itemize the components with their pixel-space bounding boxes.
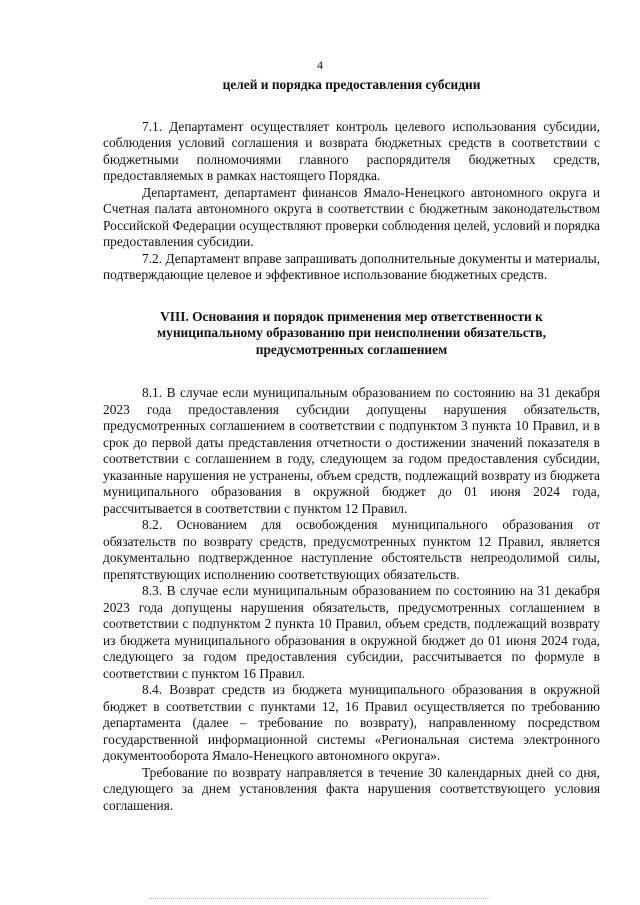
paragraph-8-2: 8.2. Основанием для освобождения муниципального образования от обязательств по возврату средств, предусмотренных пунктом 12 Правил, является документально подтвержденное наступление обстоятельств непреодолимой силы, препятствующих исполнению соответствующих обязательств. xyxy=(103,517,600,582)
paragraph-8-4: 8.4. Возврат средств из бюджета муниципального образования в окружной бюджет в соответствии с пунктами 12, 16 Правил осуществляется по требованию департамента (далее – требование по возврату), направленному посредством государственной информационной системы «Региональная система электронного документооборота Ямало-Ненецкого автономного округа». xyxy=(103,682,600,763)
section-title-line: муниципальному образованию при неисполнении обязательств, xyxy=(157,325,546,340)
paragraph-8-1: 8.1. В случае если муниципальным образованием по состоянию на 31 декабря 2023 года предоставления субсидии допущены нарушения обязательств, предусмотренных соглашением в соответствии с подпунктом 3 пункта 10 Правил, и в срок до первой даты представления отчетности о достижении значений показателя в соответствии с соглашением в году, следующем за годом предоставления субсидии, указанные нарушения не устранены, объем средств, подлежащий возврату из бюджета муниципального образования в окружной бюджет до 01 июня 2024 года, рассчитывается в соответствии с пунктом 12 Правил. xyxy=(103,385,600,516)
scan-artifact-line xyxy=(150,898,490,900)
paragraph-8-3: 8.3. В случае если муниципальным образованием по состоянию на 31 декабря 2023 года допущены нарушения обязательств, предусмотренных соглашением в соответствии с подпунктом 2 пункта 10 Правил, объем средств, подлежащий возврату из бюджета муниципального образования в окружной бюджет до 01 июня 2024 года, следующего за годом предоставления субсидии, рассчитывается по формуле в соответствии с пунктом 16 Правил. xyxy=(103,583,600,681)
section-title-line: предусмотренных соглашением xyxy=(255,341,448,357)
paragraph-7-2: 7.2. Департамент вправе запрашивать дополнительные документы и материалы, подтверждающие целевое и эффективное использование бюджетных средств. xyxy=(103,250,600,282)
paragraph-7-1-cont: Департамент, департамент финансов Ямало-Ненецкого автономного округа и Счетная палата автономного округа в соответствии с бюджетным законодательством Российской Федерации осуществляют проверки соблюдения целей, условий и порядка предоставления субсидии. xyxy=(103,184,600,249)
continued-heading: целей и порядка предоставления субсидии xyxy=(222,77,481,92)
page-number: 4 xyxy=(317,58,323,72)
section-title-line: VIII. Основания и порядок применения мер ответственности к xyxy=(160,308,543,324)
paragraph-7-1: 7.1. Департамент осуществляет контроль целевого использования субсидии, соблюдения условий соглашения и возврата бюджетных средств в соответствии с бюджетными полномочиями главного распорядителя бюджетных средств, предоставляемых в рамках настоящего Порядка. xyxy=(103,118,600,183)
document-body xyxy=(103,77,600,814)
section-viii-title xyxy=(103,309,600,359)
paragraph-8-4-cont: Требование по возврату направляется в течение 30 календарных дней со дня, следующего за днем установления факта нарушения соответствующего условия соглашения. xyxy=(103,764,600,813)
